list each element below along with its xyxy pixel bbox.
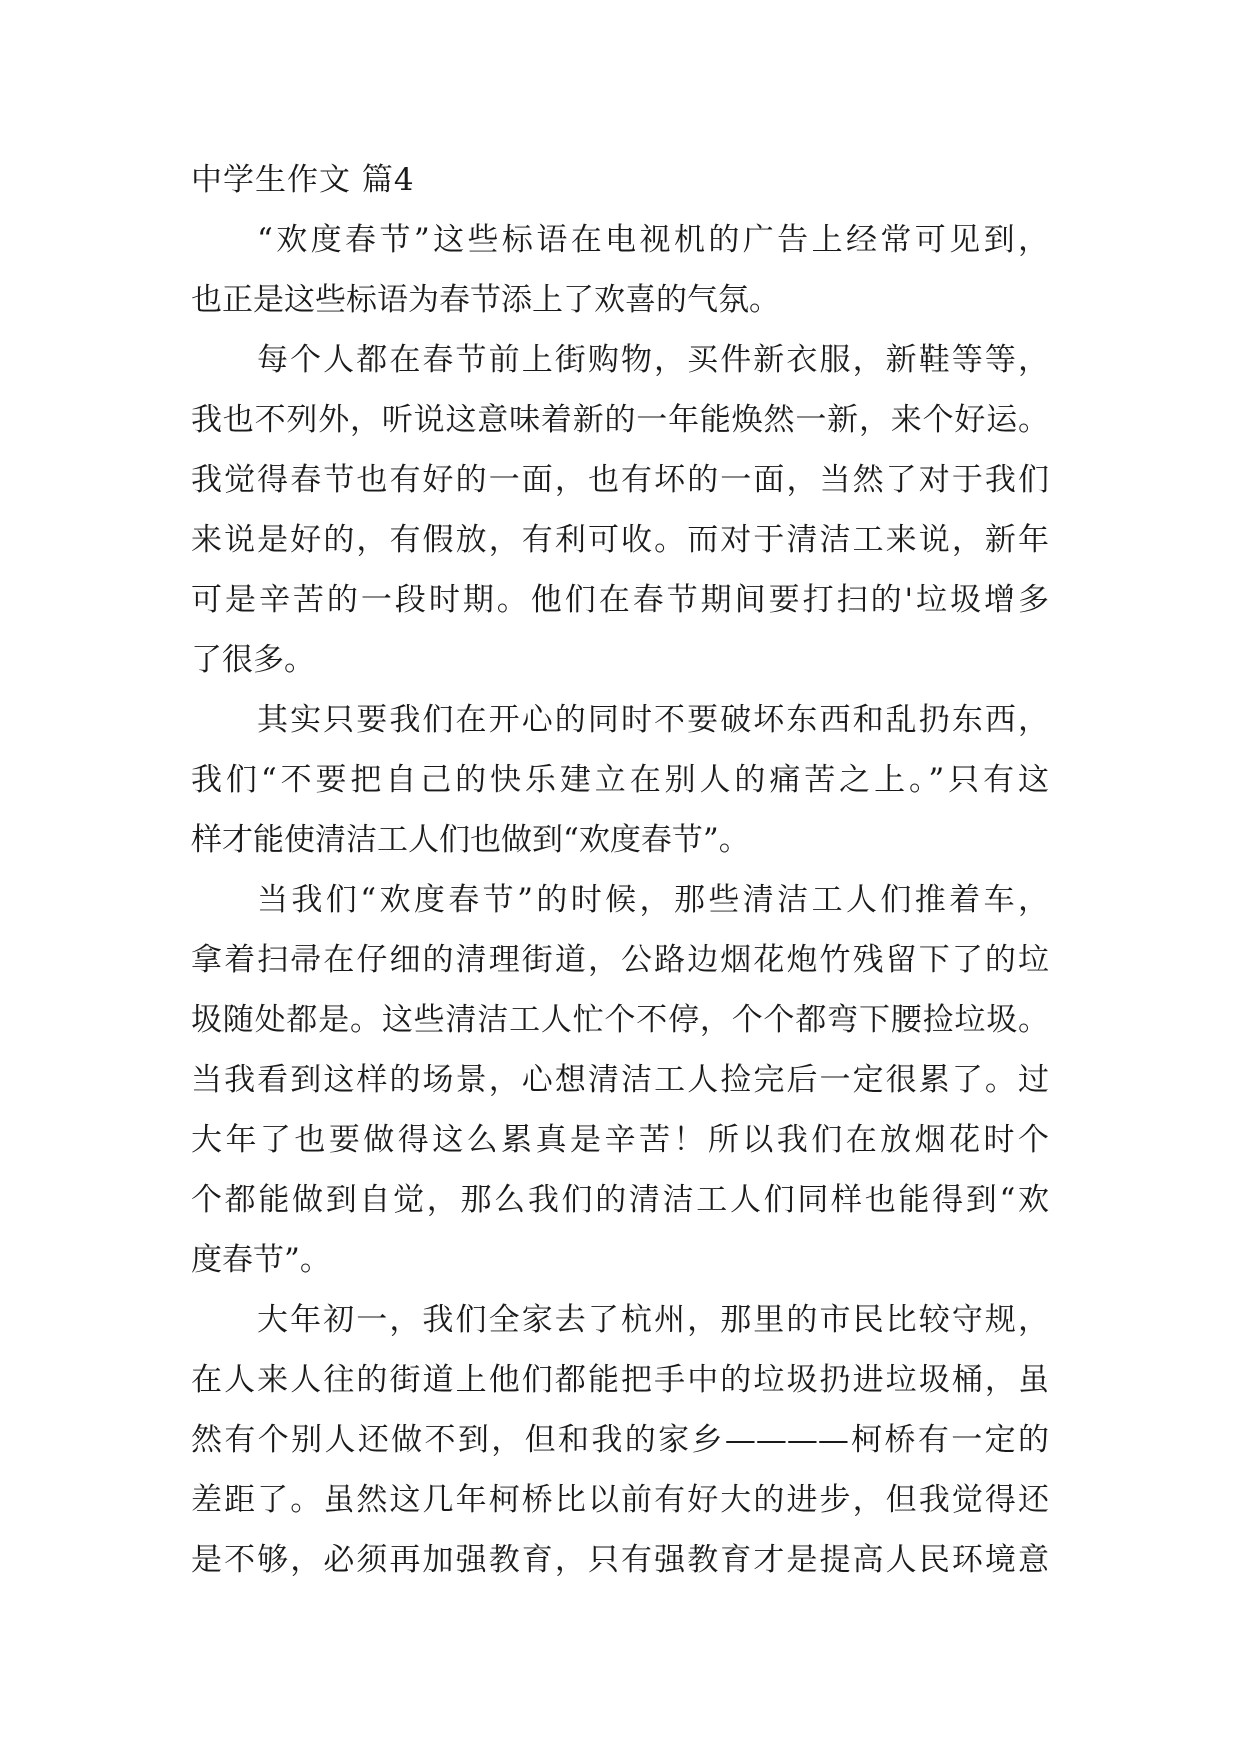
text-line: 度春节”。 [191, 1242, 331, 1278]
text-line: 在人来人往的街道上他们都能把手中的垃圾扔进垃圾桶，虽 [191, 1362, 1049, 1398]
paragraph [191, 1290, 1049, 1590]
text-line: 当我们“欢度春节”的时候，那些清洁工人们推着车， [257, 882, 1049, 918]
essay-heading: 中学生作文 篇4 [191, 162, 415, 198]
text-line: 大年初一，我们全家去了杭州，那里的市民比较守规， [257, 1302, 1049, 1338]
paragraph [191, 690, 1049, 870]
text-line: 样才能使清洁工人们也做到“欢度春节”。 [191, 822, 750, 858]
text-line: 每个人都在春节前上街购物，买件新衣服，新鞋等等， [257, 342, 1049, 378]
text-line: 当我看到这样的场景，心想清洁工人捡完后一定很累了。过 [191, 1062, 1049, 1098]
text-line: 我们“不要把自己的快乐建立在别人的痛苦之上。”只有这 [191, 762, 1049, 798]
paragraph [191, 330, 1049, 690]
text-line: 其实只要我们在开心的同时不要破坏东西和乱扔东西， [257, 702, 1049, 738]
text-line: 来说是好的，有假放，有利可收。而对于清洁工来说，新年 [191, 522, 1049, 558]
text-line: 差距了。虽然这几年柯桥比以前有好大的进步，但我觉得还 [191, 1482, 1049, 1518]
text-line: 了很多。 [191, 642, 315, 678]
document-body [191, 150, 1049, 1590]
text-line: 也正是这些标语为春节添上了欢喜的气氛。 [191, 282, 780, 318]
text-line: 是不够，必须再加强教育，只有强教育才是提高人民环境意 [191, 1542, 1049, 1578]
paragraph [191, 870, 1049, 1290]
text-line: 然有个别人还做不到，但和我的家乡————柯桥有一定的 [191, 1422, 1049, 1458]
text-line: 我也不列外，听说这意味着新的一年能焕然一新，来个好运。 [191, 402, 1049, 438]
text-line: “欢度春节”这些标语在电视机的广告上经常可见到， [257, 222, 1049, 258]
text-line: 大年了也要做得这么累真是辛苦！所以我们在放烟花时个 [191, 1122, 1049, 1158]
text-line: 个都能做到自觉，那么我们的清洁工人们同样也能得到“欢 [191, 1182, 1049, 1218]
paragraph [191, 210, 1049, 330]
text-line: 我觉得春节也有好的一面，也有坏的一面，当然了对于我们 [191, 462, 1049, 498]
text-line: 圾随处都是。这些清洁工人忙个不停，个个都弯下腰捡垃圾。 [191, 1002, 1049, 1038]
text-line: 拿着扫帚在仔细的清理街道，公路边烟花炮竹残留下了的垃 [191, 942, 1049, 978]
text-line: 可是辛苦的一段时期。他们在春节期间要打扫的'垃圾增多 [191, 582, 1049, 618]
